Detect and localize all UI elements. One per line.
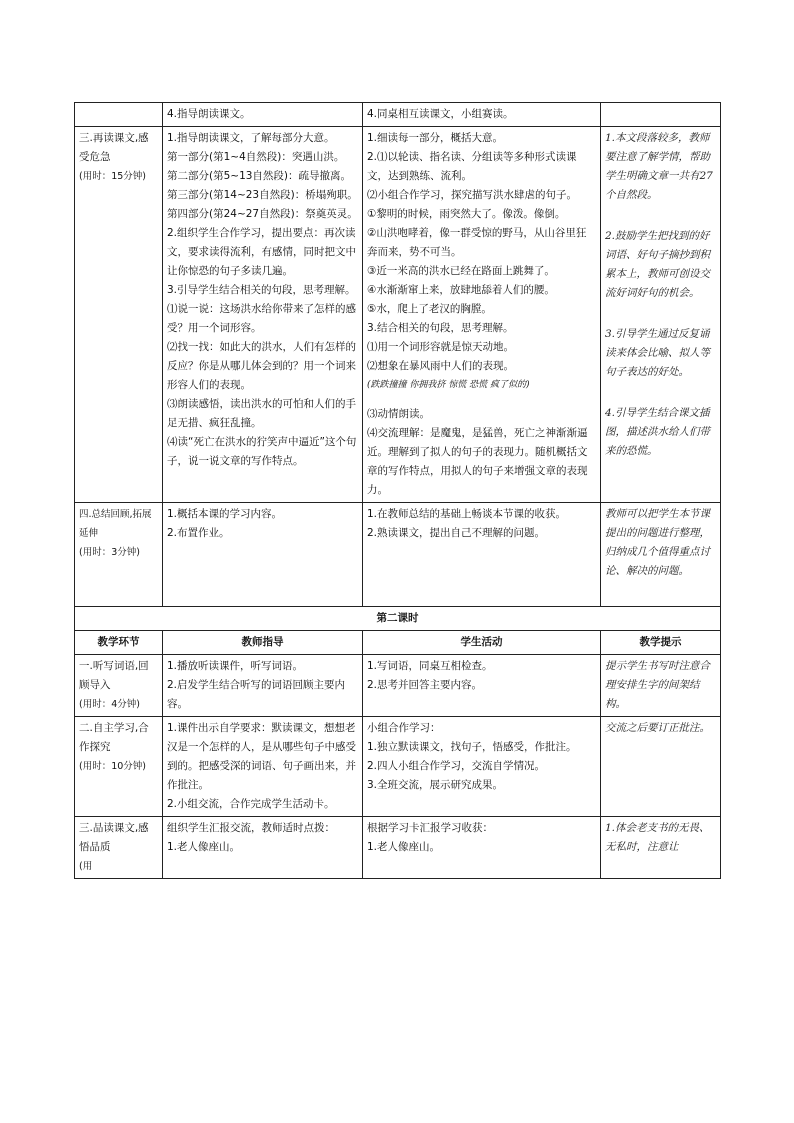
teacher-item: 1.课件出示自学要求：默读课文，想想老汉是一个怎样的人，是从哪些句子中感受到的。把感受深的词语、句子画出来，并作批注。 (167, 722, 356, 791)
stage-title: 二.自主学习,合作探究 (79, 722, 149, 753)
student-item: ⑤水，爬上了老汉的胸膛。 (367, 303, 492, 315)
tip-text: 1.体会老支书的无畏、无私时，注意让 (605, 822, 710, 853)
stage-cell (75, 127, 163, 503)
header-stage: 教学环节 (75, 631, 163, 655)
teacher-guidance-cell (163, 127, 363, 503)
tip-cell (601, 503, 721, 607)
teacher-item: 组织学生汇报交流，教师适时点拨： (167, 822, 335, 834)
teacher-guidance-cell (163, 103, 363, 127)
student-item: 1.细读每一部分，概括大意。 (367, 132, 504, 144)
student-item: 2.⑴以轮读、指名读、分组读等多种形式读课文，达到熟练、流利。 (367, 151, 577, 182)
tip-cell (601, 127, 721, 503)
stage-title: 四.总结回顾,拓展延伸 (79, 509, 152, 539)
teacher-item: 1.老人像座山。 (167, 841, 241, 853)
student-activity-cell (363, 655, 601, 717)
student-item: 1.写词语，同桌互相检查。 (367, 660, 493, 672)
tip-text: 4.引导学生结合课文插图，描述洪水给人们带来的恐慌。 (605, 407, 710, 457)
stage-cell (75, 655, 163, 717)
table-row (75, 127, 721, 503)
header-teacher: 教师指导 (163, 631, 363, 655)
student-item: 4.同桌相互读课文，小组赛读。 (367, 108, 514, 120)
student-item: 2.四人小组合作学习，交流自学情况。 (367, 760, 546, 772)
student-activity-cell (363, 127, 601, 503)
student-item: ③近一米高的洪水已经在路面上跳舞了。 (367, 265, 555, 277)
teacher-item: ⑶朗读感悟，读出洪水的可怕和人们的手足无措、疯狂乱撞。 (167, 398, 356, 429)
tip-cell (601, 717, 721, 817)
student-item: ⑷交流理解：是魔鬼，是猛兽，死亡之神渐渐逼近。理解到了拟人的句子的表现力。随机概括文章的写作特点，用拟人的句子来增强文章的表现力。 (367, 427, 588, 496)
stage-time: (用时：3分钟) (79, 547, 140, 558)
student-item: 3.全班交流，展示研究成果。 (367, 779, 504, 791)
tip-cell (601, 817, 721, 879)
teacher-item: 第二部分(第5~13自然段)：疏导撤离。 (167, 170, 352, 182)
teacher-item: 1.概括本课的学习内容。 (167, 508, 283, 520)
header-student: 学生活动 (363, 631, 601, 655)
student-item: ④水渐渐窜上来，放肆地舔着人们的腰。 (367, 284, 555, 296)
lesson-plan-table (74, 102, 721, 879)
student-item: 2.思考并回答主要内容。 (367, 679, 483, 691)
teacher-item: 1.指导朗读课文，了解每部分大意。 (167, 132, 335, 144)
student-item: ①黎明的时候，雨突然大了。像泼。像倒。 (367, 208, 566, 220)
stage-cell (75, 717, 163, 817)
student-item: ②山洪咆哮着，像一群受惊的野马，从山谷里狂奔而来，势不可当。 (367, 227, 587, 258)
student-item: 1.老人像座山。 (367, 841, 441, 853)
tip-cell (601, 655, 721, 717)
student-activity-cell (363, 503, 601, 607)
teacher-item: ⑵找一找：如此大的洪水，人们有怎样的反应？你是从哪儿体会到的？用一个词来形容人们的表现。 (167, 341, 356, 391)
tip-text: 提示学生书写时注意合理安排生字的间架结构。 (605, 660, 710, 710)
teacher-item: 第一部分(第1~4自然段)：突遇山洪。 (167, 151, 345, 163)
teacher-item: ⑴说一说：这场洪水给你带来了怎样的感受？用一个词形容。 (167, 303, 356, 334)
student-item: 根据学习卡汇报学习收获： (367, 822, 493, 834)
stage-time: (用时：15分钟) (79, 171, 147, 182)
student-item: ⑵小组合作学习，探究描写洪水肆虐的句子。 (367, 189, 577, 201)
teacher-guidance-cell (163, 503, 363, 607)
stage-cell (75, 817, 163, 879)
table-row (75, 655, 721, 717)
student-item: 3.结合相关的句段，思考理解。 (367, 322, 514, 334)
teacher-item: 2.组织学生合作学习，提出要点：再次读文，要求读得流利，有感情，同时把文中让你惊恐的句子多读几遍。 (167, 227, 356, 277)
student-activity-cell (363, 103, 601, 127)
teacher-item: 1.播放听读课件，听写词语。 (167, 660, 304, 672)
tip-text: 1.本文段落较多，教师要注意了解学情，帮助学生明确文章一共有27个自然段。 (605, 132, 713, 201)
teacher-item: 第三部分(第14~23自然段)：桥塌殉职。 (167, 189, 358, 201)
teacher-item: 4.指导朗读课文。 (167, 108, 251, 120)
section-title: 第二课时 (75, 607, 721, 631)
tip-text: 3.引导学生通过反复诵读来体会比喻、拟人等句子表达的好处。 (605, 328, 710, 378)
stage-time: (用时：10分钟) (79, 761, 147, 772)
student-item: 小组合作学习： (367, 722, 441, 734)
student-activity-cell (363, 717, 601, 817)
table-row (75, 817, 721, 879)
teacher-item: ⑷读“死亡在洪水的狞笑声中逼近”这个句子，说一说文章的写作特点。 (167, 436, 357, 467)
student-item: 1.在教师总结的基础上畅谈本节课的收获。 (367, 508, 567, 520)
student-item: ⑶动情朗读。 (367, 408, 430, 420)
teacher-item: 2.布置作业。 (167, 527, 230, 539)
table-row (75, 503, 721, 607)
student-item: ⑴用一个词形容就是惊天动地。 (367, 341, 514, 353)
stage-title: 一.听写词语,回顾导入 (79, 660, 149, 691)
tip-cell (601, 103, 721, 127)
table-row (75, 103, 721, 127)
section-row (75, 607, 721, 631)
stage-title: 三.再读课文,感受危急 (79, 132, 149, 163)
stage-cell (75, 103, 163, 127)
teacher-item: 第四部分(第24~27自然段)：祭奠英灵。 (167, 208, 358, 220)
teacher-guidance-cell (163, 817, 363, 879)
student-activity-cell (363, 817, 601, 879)
student-item: ⑵想象在暴风雨中人们的表现。 (367, 360, 514, 372)
teacher-guidance-cell (163, 655, 363, 717)
teacher-item: 2.小组交流，合作完成学生活动卡。 (167, 798, 335, 810)
stage-cell (75, 503, 163, 607)
student-item: 1.独立默读课文，找句子，悟感受，作批注。 (367, 741, 577, 753)
student-note: (跌跌撞撞 你拥我挤 惊慌 恐慌 疯了似的) (367, 380, 530, 390)
teacher-guidance-cell (163, 717, 363, 817)
header-tip: 教学提示 (601, 631, 721, 655)
stage-time: (用 (79, 861, 93, 872)
student-item: 2.熟读课文，提出自己不理解的问题。 (367, 527, 546, 539)
header-row (75, 631, 721, 655)
stage-title: 三.品读课文,感悟品质 (79, 822, 149, 853)
stage-time: (用时：4分钟) (79, 699, 140, 710)
table-row (75, 717, 721, 817)
teacher-item: 3.引导学生结合相关的句段，思考理解。 (167, 284, 356, 296)
tip-text: 交流之后要订正批注。 (605, 722, 710, 734)
teacher-item: 2.启发学生结合听写的词语回顾主要内容。 (167, 679, 346, 710)
tip-text: 2.鼓励学生把找到的好词语、好句子摘抄到积累本上，教师可创设交流好词好句的机会。 (605, 230, 710, 299)
tip-text: 教师可以把学生本节课提出的问题进行整理，归纳成几个值得重点讨论、解决的问题。 (605, 508, 710, 577)
